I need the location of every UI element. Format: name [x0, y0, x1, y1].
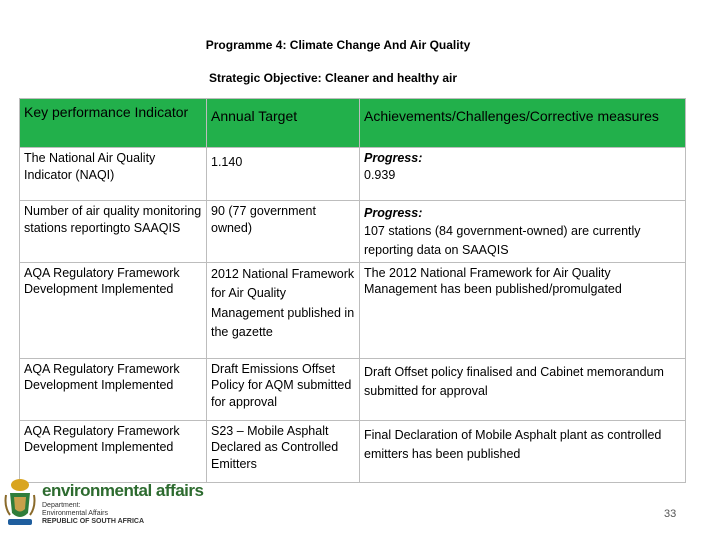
column-header-indicator: Key performance Indicator [20, 99, 207, 148]
table-row [20, 262, 686, 358]
achievement-cell: Final Declaration of Mobile Asphalt plant as controlled emitters has been published [360, 420, 686, 482]
indicator-cell: Number of air quality monitoring stations reportingto SAAQIS [20, 201, 207, 263]
department-logo [4, 475, 204, 535]
dept-line: Environmental Affairs [42, 510, 109, 517]
achievement-cell: Draft Offset policy finalised and Cabinet memorandum submitted for approval [360, 358, 686, 420]
dept-line: REPUBLIC OF SOUTH AFRICA [42, 518, 145, 525]
indicator-cell: AQA Regulatory Framework Development Implemented [20, 262, 207, 358]
page-number: 33 [664, 508, 677, 520]
achievement-text: 107 stations (84 government-owned) are currently reporting data on SAAQIS [364, 223, 641, 257]
indicator-cell: The National Air Quality Indicator (NAQI) [20, 148, 207, 201]
table-row [20, 148, 686, 201]
department-text [42, 502, 144, 526]
progress-label: Progress: [364, 151, 423, 165]
progress-label: Progress: [364, 206, 423, 220]
target-cell: 90 (77 government owned) [207, 201, 360, 263]
indicator-cell: AQA Regulatory Framework Development Implemented [20, 420, 207, 482]
dept-line: Department: [42, 502, 81, 509]
column-header-target: Annual Target [207, 99, 360, 148]
column-header-achievements: Achievements/Challenges/Corrective measures [360, 99, 686, 148]
kpi-table [19, 98, 686, 483]
target-cell: Draft Emissions Offset Policy for AQM submitted for approval [207, 358, 360, 420]
table-row [20, 358, 686, 420]
target-cell: S23 – Mobile Asphalt Declared as Controlled Emitters [207, 420, 360, 482]
table-row [20, 201, 686, 263]
target-cell: 1.140 [207, 148, 360, 201]
achievement-cell [360, 148, 686, 201]
programme-title: Programme 4: Climate Change And Air Quality [205, 38, 471, 52]
brand-name: environmental affairs [42, 481, 204, 500]
strategic-objective: Strategic Objective: Cleaner and healthy air [208, 71, 458, 85]
achievement-text: 0.939 [364, 167, 396, 182]
indicator-cell: AQA Regulatory Framework Development Implemented [20, 358, 207, 420]
coat-of-arms-icon [4, 475, 36, 531]
achievement-cell [360, 201, 686, 263]
target-cell: 2012 National Framework for Air Quality Management published in the gazette [207, 262, 360, 358]
table-header-row [20, 99, 686, 148]
achievement-cell: The 2012 National Framework for Air Quality Management has been published/promulgated [360, 262, 686, 358]
table-row [20, 420, 686, 482]
